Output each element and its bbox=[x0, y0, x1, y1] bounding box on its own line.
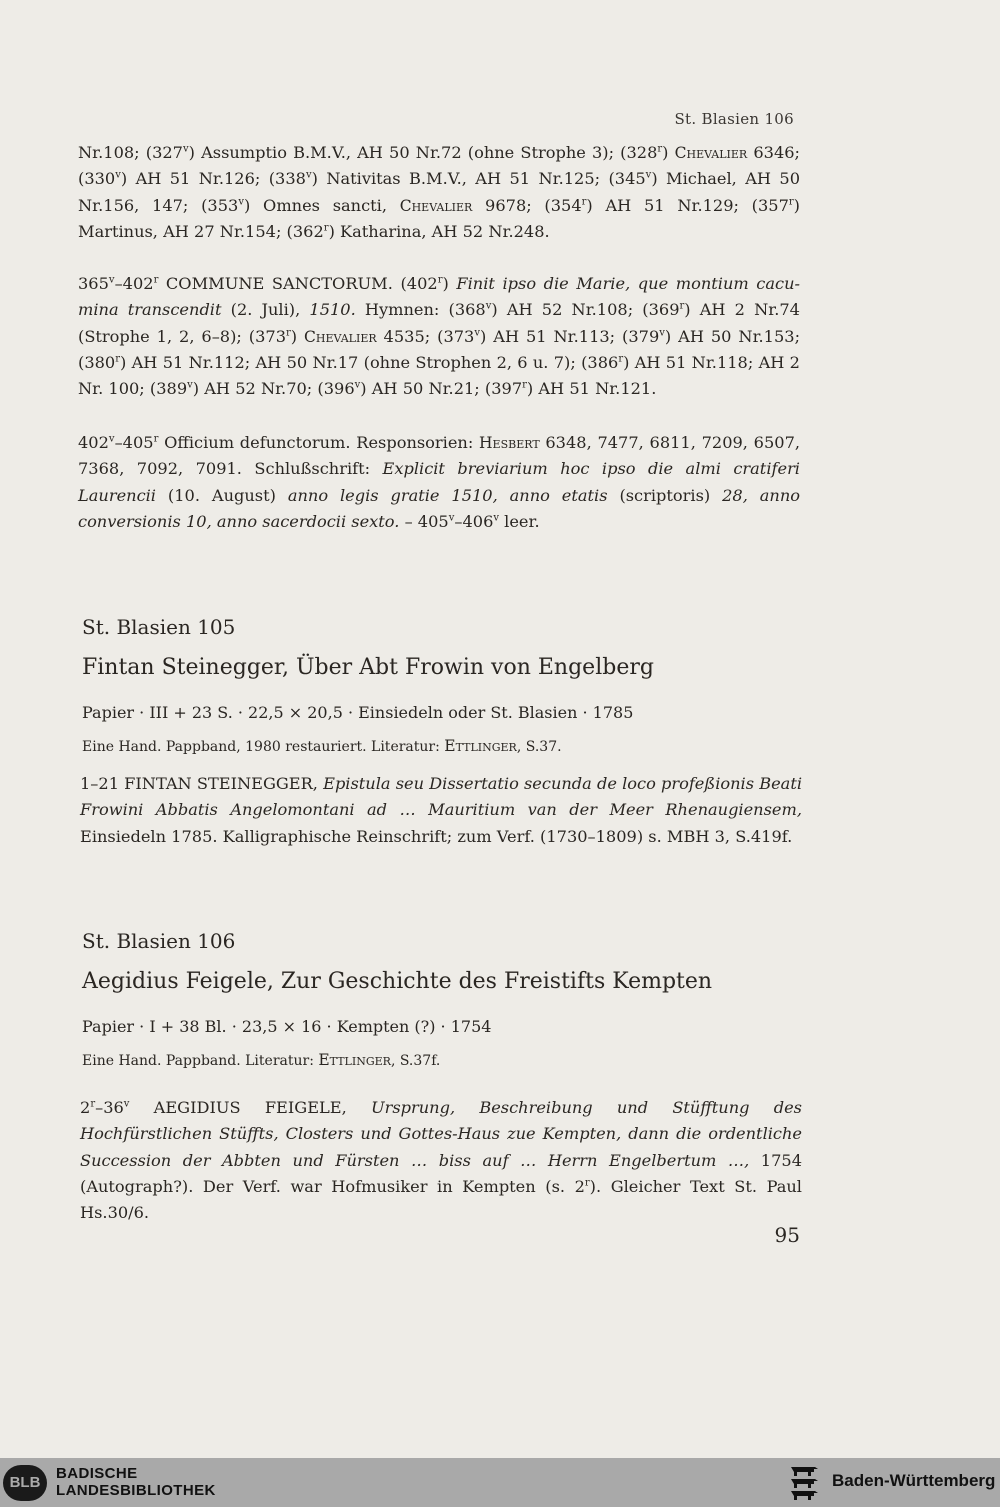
page-number: 95 bbox=[774, 1223, 800, 1247]
italic-run: 28, anno conversionis 10, anno sacerdocii sexto. bbox=[78, 485, 801, 531]
superscript: r bbox=[153, 274, 159, 286]
superscript: r bbox=[323, 222, 329, 234]
superscript: r bbox=[657, 143, 663, 155]
superscript: v bbox=[474, 327, 481, 339]
running-head: St. Blasien 106 bbox=[674, 110, 794, 128]
superscript: r bbox=[788, 196, 794, 208]
superscript: v bbox=[645, 169, 652, 181]
superscript: v bbox=[182, 143, 189, 155]
italic-run: Explicit breviarium hoc ipso die almi cratiferi Laurencii bbox=[78, 459, 800, 505]
superscript: r bbox=[153, 433, 159, 445]
superscript: v bbox=[187, 379, 193, 391]
superscript: v bbox=[108, 274, 115, 286]
superscript: v bbox=[305, 169, 312, 181]
italic-run: anno legis gratie 1510, anno etatis bbox=[287, 485, 608, 505]
blb-name-line1: BADISCHE bbox=[56, 1465, 138, 1482]
small-caps-run: Chevalier bbox=[399, 196, 473, 215]
italic-run: Ursprung, Beschreibung und Stüfftung des Hochfürstlichen Stüffts, Closters und Gottes-Haus zue Kempten, dann die ordentliche Succession der Abbten und Fürsten … biss auf … Herrn Engelbertum …, bbox=[80, 1098, 802, 1170]
blb-logo[interactable]: BLB bbox=[3, 1465, 47, 1501]
entry-note: Eine Hand. Pappband, 1980 restauriert. Literatur: Ettlinger, S.37. bbox=[82, 737, 562, 755]
entry-title: Fintan Steinegger, Über Abt Frowin von Engelberg bbox=[82, 655, 654, 680]
italic-run: Finit ipso die Marie, que montium cacumina transcendit bbox=[78, 274, 800, 320]
small-caps-run: Ettlinger bbox=[318, 1051, 391, 1069]
continuation-paragraph: Nr.108; (327$^v$) Assumptio B.M.V., AH 50 Nr.72 (ohne Strophe 3); (328$^r$) Chevalier 6346; (330$^v$) AH 51 Nr.126; (338$^v$) Nativitas B.M.V., AH 51 Nr.125; (345$^v$) Michael, AH 50 Nr.156, 147; (353$^v$) Omnes sancti, Chevalier 9678; (354$^r$) AH 51 Nr.129; (357$^r$) Martinus, AH 27 Nr.154; (362$^r$) Katharina, AH 52 Nr.248. bbox=[78, 143, 800, 241]
superscript: r bbox=[437, 274, 443, 286]
commune-sanctorum-paragraph: 365$^v$–402$^r$ COMMUNE SANCTORUM. (402$^r$) Finit ipso die Marie, que montium cacumina transcendit (2. Juli), 1510. Hymnen: (368$^v$) AH 52 Nr.108; (369$^r$) AH 2 Nr.74 (Strophe 1, 2, 6–8); (373$^r$) Chevalier 4535; (373$^v$) AH 51 Nr.113; (379$^v$) AH 50 Nr.153; (380$^r$) AH 51 Nr.112; AH 50 Nr.17 (ohne Strophen 2, 6 u. 7); (386$^r$) AH 51 Nr.118; AH 2 Nr. 100; (389$^v$) AH 52 Nr.70; (396$^v$) AH 50 Nr.21; (397$^r$) AH 51 Nr.121. bbox=[78, 274, 801, 399]
small-caps-run: Hesbert bbox=[479, 434, 540, 452]
superscript: r bbox=[522, 379, 527, 391]
superscript: v bbox=[238, 196, 244, 208]
superscript: r bbox=[286, 327, 291, 339]
small-caps-run: Chevalier bbox=[674, 144, 748, 162]
entry-description: Papier · I + 38 Bl. · 23,5 × 16 · Kempten (?) · 1754 bbox=[82, 1017, 492, 1036]
superscript: r bbox=[90, 1098, 96, 1110]
superscript: r bbox=[581, 196, 587, 208]
entry-note: Eine Hand. Pappband. Literatur: Ettlinger, S.37f. bbox=[82, 1051, 441, 1069]
superscript: v bbox=[493, 512, 500, 524]
superscript: r bbox=[584, 1177, 590, 1189]
blb-name-line2: LANDESBIBLIOTHEK bbox=[56, 1482, 216, 1499]
superscript: v bbox=[485, 300, 492, 312]
superscript: v bbox=[659, 327, 665, 339]
italic-run: 1510. bbox=[309, 300, 356, 320]
entry-description: Papier · III + 23 S. · 22,5 × 20,5 · Einsiedeln oder St. Blasien · 1785 bbox=[82, 703, 634, 722]
superscript: r bbox=[618, 353, 624, 365]
bw-label[interactable]: Baden-Württemberg bbox=[832, 1471, 996, 1490]
blb-name[interactable] bbox=[56, 1465, 216, 1499]
superscript: v bbox=[123, 1098, 130, 1110]
superscript: r bbox=[679, 300, 685, 312]
superscript: r bbox=[115, 353, 120, 365]
small-caps-run: Ettlinger bbox=[444, 737, 517, 755]
entry-title: Aegidius Feigele, Zur Geschichte des Freistifts Kempten bbox=[82, 969, 713, 994]
three-lions-icon bbox=[788, 1463, 824, 1503]
footer-bar bbox=[0, 1458, 1000, 1507]
entry-content: 2$^r$–36$^v$ AEGIDIUS FEIGELE, Ursprung, Beschreibung und Stüfftung des Hochfürstlichen Stüffts, Closters und Gottes-Haus zue Kempten, dann die ordentliche Succession der Abbten und Fürsten … biss auf … Herrn Engelbertum …, 1754 (Autograph?). Der Verf. war Hofmusiker in Kempten (s. 2$^r$). Gleicher Text St. Paul Hs.30/6. bbox=[80, 1098, 803, 1223]
entry-content: 1–21 FINTAN STEINEGGER, Epistula seu Dissertatio secunda de loco profeßionis Beati Frowini Abbatis Angelomontani ad … Mauritium van der Meer Rhenaugiensem, Einsiedeln 1785. Kalligraphische Reinschrift; zum Verf. (1730–1809) s. MBH 3, S.419f. bbox=[80, 774, 803, 846]
superscript: v bbox=[354, 379, 361, 391]
entry-signature: St. Blasien 106 bbox=[82, 929, 236, 953]
officium-defunctorum-paragraph: 402$^v$–405$^r$ Officium defunctorum. Responsorien: Hesbert 6348, 7477, 6811, 7209, 6507, 7368, 7092, 7091. Schlußschrift: Explicit breviarium hoc ipso die almi cratiferi Laurencii (10. August) anno legis gratie 1510, anno etatis (scriptoris) 28, anno conversionis 10, anno sacerdocii sexto. – 405$^v$–406$^v$ leer. bbox=[78, 433, 801, 531]
superscript: v bbox=[115, 169, 121, 181]
italic-run: Epistula seu Dissertatio secunda de loco profeßionis Beati Frowini Abbatis Angelomontani ad … Mauritium van der Meer Rhenaugiensem, bbox=[80, 774, 803, 820]
entry-signature: St. Blasien 105 bbox=[82, 615, 236, 639]
small-caps-run: Chevalier bbox=[304, 327, 377, 346]
superscript: v bbox=[108, 433, 115, 445]
superscript: v bbox=[448, 512, 455, 524]
